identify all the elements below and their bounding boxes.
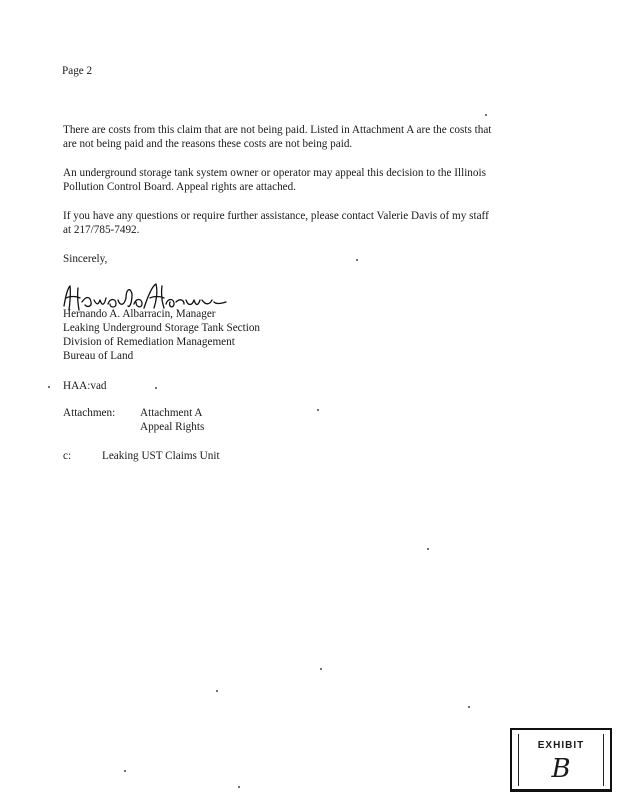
exhibit-sticker-frame (518, 734, 604, 786)
cc-recipient: Leaking UST Claims Unit (102, 450, 220, 462)
page-number: Page 2 (62, 65, 93, 77)
scan-speck (427, 548, 429, 550)
scan-speck (320, 668, 322, 670)
salutation: Sincerely, (63, 253, 108, 265)
cc-label: c: (63, 450, 72, 462)
signer-bureau: Bureau of Land (63, 350, 134, 362)
paragraph-2-line-1: An underground storage tank system owner or operator may appeal this decision to the Illinois (63, 167, 486, 179)
paragraph-3-line-1: If you have any questions or require further assistance, please contact Valerie Davis of my staff (63, 210, 489, 222)
attachments-label: Attachmen: (63, 407, 116, 419)
scan-speck (356, 259, 358, 261)
typist-initials: HAA:vad (63, 380, 107, 392)
exhibit-label: EXHIBIT (537, 740, 585, 751)
signer-section: Leaking Underground Storage Tank Section (63, 322, 261, 334)
scan-speck (485, 114, 487, 116)
exhibit-sticker (510, 728, 612, 792)
paragraph-3-line-2: at 217/785-7492. (63, 224, 140, 236)
signer-division: Division of Remediation Management (63, 336, 235, 348)
scan-speck (155, 387, 157, 389)
paragraph-1-line-1: There are costs from this claim that are not being paid. Listed in Attachment A are the costs that (63, 124, 492, 136)
scan-speck (317, 409, 319, 411)
paragraph-1-line-2: are not being paid and the reasons these costs are not being paid. (63, 138, 353, 150)
paragraph-2-line-2: Pollution Control Board. Appeal rights are attached. (63, 181, 297, 193)
scan-speck (216, 690, 218, 692)
attachment-item-1: Attachment A (140, 407, 203, 419)
scan-speck (468, 706, 470, 708)
attachment-item-2: Appeal Rights (140, 421, 205, 433)
scan-speck (124, 770, 126, 772)
scan-speck (48, 386, 50, 388)
signer-name-title: Hernando A. Albarracin, Manager (63, 308, 216, 320)
exhibit-mark: B (551, 754, 571, 784)
scan-speck (238, 786, 240, 788)
